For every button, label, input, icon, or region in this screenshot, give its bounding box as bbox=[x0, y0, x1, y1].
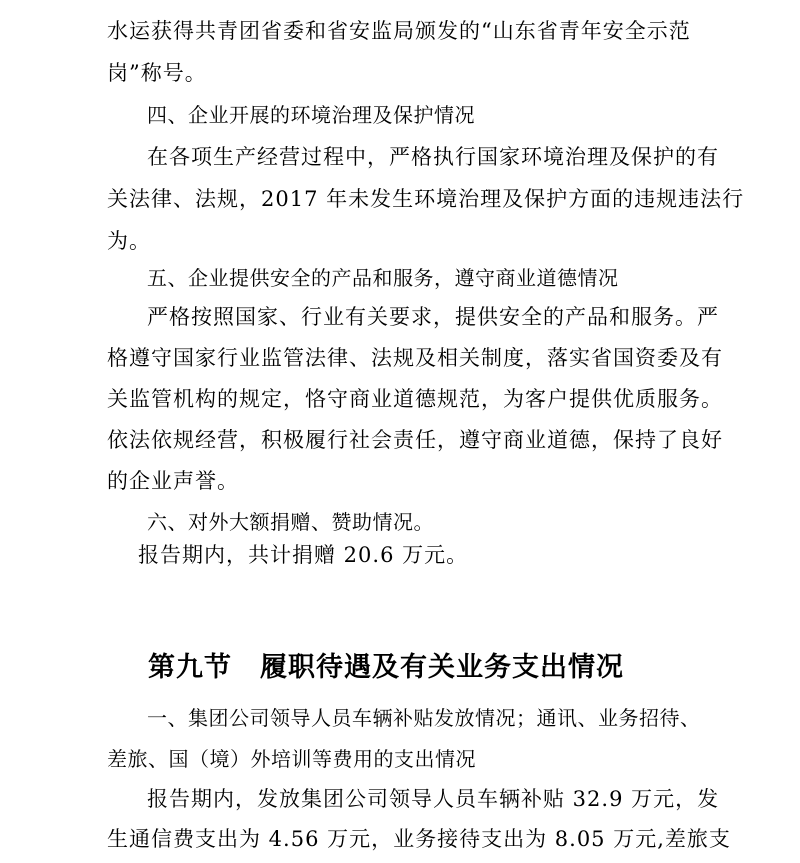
section-title: 第九节 履职待遇及有关业务支出情况 bbox=[148, 652, 624, 683]
paragraph-line: 格遵守国家行业监管法律、法规及相关制度，落实省国资委及有 bbox=[107, 346, 723, 370]
paragraph-line: 报告期内，共计捐赠 20.6 万元。 bbox=[138, 543, 469, 567]
heading-expenses: 一、集团公司领导人员车辆补贴发放情况；通讯、业务招待、 bbox=[147, 706, 701, 730]
heading-expenses-cont: 差旅、国（境）外培训等费用的支出情况 bbox=[107, 747, 476, 771]
paragraph-line: 岗”称号。 bbox=[107, 61, 207, 85]
paragraph-line: 报告期内，发放集团公司领导人员车辆补贴 32.9 万元，发 bbox=[147, 787, 720, 811]
heading-environment: 四、企业开展的环境治理及保护情况 bbox=[147, 103, 475, 127]
heading-products-ethics: 五、企业提供安全的产品和服务，遵守商业道德情况 bbox=[147, 266, 619, 290]
paragraph-line: 严格按照国家、行业有关要求，提供安全的产品和服务。严 bbox=[147, 305, 719, 329]
paragraph-line: 关监管机构的规定，恪守商业道德规范，为客户提供优质服务。 bbox=[107, 387, 723, 411]
paragraph-line: 关法律、法规，2017 年未发生环境治理及保护方面的违规违法行 bbox=[107, 187, 745, 211]
paragraph-line: 为。 bbox=[107, 229, 151, 253]
paragraph-line: 依法依规经营，积极履行社会责任，遵守商业道德，保持了良好 bbox=[107, 428, 723, 452]
paragraph-line: 水运获得共青团省委和省安监局颁发的“山东省青年安全示范 bbox=[107, 19, 691, 43]
paragraph-line: 的企业声誉。 bbox=[107, 469, 239, 493]
paragraph-line: 生通信费支出为 4.56 万元，业务接待支出为 8.05 万元,差旅支 bbox=[107, 827, 731, 851]
paragraph-line: 在各项生产经营过程中，严格执行国家环境治理及保护的有 bbox=[147, 145, 719, 169]
heading-donations: 六、对外大额捐赠、赞助情况。 bbox=[147, 510, 434, 534]
